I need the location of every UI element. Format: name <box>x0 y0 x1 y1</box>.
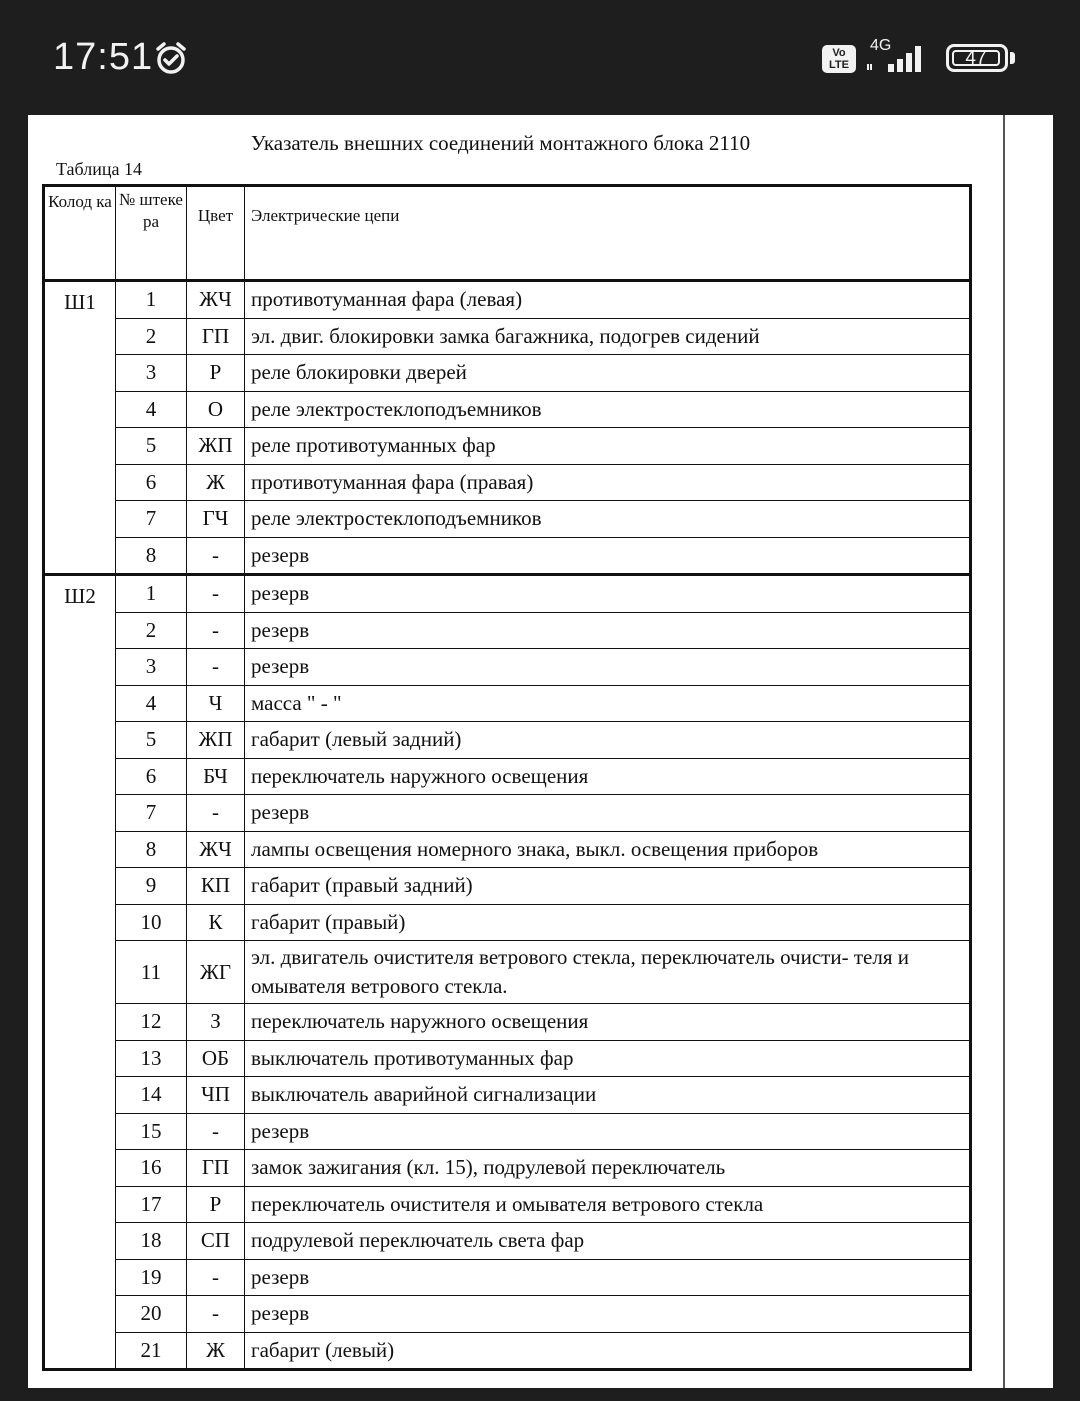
table-row <box>44 1113 971 1150</box>
table-row <box>44 722 971 759</box>
table-row <box>44 391 971 428</box>
pin-cell: 21 <box>116 1332 187 1370</box>
circuit-cell: габарит (правый) <box>245 904 971 941</box>
color-cell: СП <box>187 1223 245 1260</box>
table-row <box>44 464 971 501</box>
pin-cell: 18 <box>116 1223 187 1260</box>
color-cell: - <box>187 612 245 649</box>
pin-cell: 1 <box>116 575 187 613</box>
pin-cell: 11 <box>116 941 187 1004</box>
pin-cell: 2 <box>116 318 187 355</box>
color-cell: Ж <box>187 1332 245 1370</box>
color-cell: - <box>187 537 245 575</box>
pin-cell: 10 <box>116 904 187 941</box>
table-row <box>44 612 971 649</box>
table-row <box>44 318 971 355</box>
table-row <box>44 685 971 722</box>
table-row <box>44 537 971 575</box>
network-type: 4G <box>870 37 892 54</box>
table-row <box>44 1150 971 1187</box>
pin-cell: 5 <box>116 722 187 759</box>
battery-level: 47 <box>952 50 1000 66</box>
color-cell: ОБ <box>187 1040 245 1077</box>
pin-cell: 4 <box>116 685 187 722</box>
table-row <box>44 941 971 1004</box>
circuit-cell: габарит (правый задний) <box>245 868 971 905</box>
signal-icon <box>866 42 932 74</box>
page-title: Указатель внешних соединений монтажного блока 2110 <box>250 131 751 155</box>
status-bar <box>0 0 1080 92</box>
circuit-cell: переключатель наружного освещения <box>245 758 971 795</box>
pin-cell: 19 <box>116 1259 187 1296</box>
header-circuits: Электрические цепи <box>245 186 971 281</box>
circuit-cell: замок зажигания (кл. 15), подрулевой переключатель <box>245 1150 971 1187</box>
color-cell: - <box>187 649 245 686</box>
pin-cell: 5 <box>116 428 187 465</box>
alarm-icon <box>154 41 188 75</box>
table-row <box>44 649 971 686</box>
table-row <box>44 758 971 795</box>
circuit-cell: противотуманная фара (правая) <box>245 464 971 501</box>
pin-cell: 16 <box>116 1150 187 1187</box>
table-row <box>44 868 971 905</box>
circuit-cell: резерв <box>245 612 971 649</box>
connector-group-sh2 <box>44 575 971 1370</box>
page-margin-rule <box>1003 115 1005 1388</box>
circuit-cell: масса " - " <box>245 685 971 722</box>
color-cell: З <box>187 1004 245 1041</box>
table-row <box>44 1186 971 1223</box>
table-row <box>44 1332 971 1370</box>
header-connector: Колод ка <box>44 186 116 281</box>
circuit-cell: подрулевой переключатель света фар <box>245 1223 971 1260</box>
connector-group-sh1 <box>44 281 971 575</box>
pin-cell: 7 <box>116 795 187 832</box>
table-row <box>44 1223 971 1260</box>
volte-icon: Vo LTE <box>822 45 856 73</box>
header-color: Цвет <box>187 186 245 281</box>
pin-cell: 8 <box>116 537 187 575</box>
color-cell: Р <box>187 355 245 392</box>
color-cell: ЖЧ <box>187 281 245 319</box>
table-caption: Таблица 14 <box>56 159 142 179</box>
color-cell: - <box>187 795 245 832</box>
circuit-cell: резерв <box>245 575 971 613</box>
circuit-cell: резерв <box>245 649 971 686</box>
document-page <box>28 115 1053 1388</box>
color-cell: КП <box>187 868 245 905</box>
table-row <box>44 575 971 613</box>
header-pin: № штеке ра <box>116 186 187 281</box>
circuit-cell: выключатель аварийной сигнализации <box>245 1077 971 1114</box>
pin-cell: 14 <box>116 1077 187 1114</box>
pin-cell: 2 <box>116 612 187 649</box>
pin-cell: 13 <box>116 1040 187 1077</box>
circuit-cell: реле противотуманных фар <box>245 428 971 465</box>
color-cell: К <box>187 904 245 941</box>
table-row <box>44 904 971 941</box>
pin-cell: 7 <box>116 501 187 538</box>
table-row <box>44 355 971 392</box>
circuit-cell: реле электростеклоподъемников <box>245 501 971 538</box>
circuit-cell: переключатель наружного освещения <box>245 1004 971 1041</box>
table-header-row <box>44 186 971 281</box>
table-row <box>44 501 971 538</box>
circuit-cell: переключатель очистителя и омывателя ветрового стекла <box>245 1186 971 1223</box>
color-cell: Р <box>187 1186 245 1223</box>
circuit-cell: противотуманная фара (левая) <box>245 281 971 319</box>
color-cell: Ч <box>187 685 245 722</box>
circuit-cell: габарит (левый) <box>245 1332 971 1370</box>
connector-cell: Ш2 <box>44 575 116 1370</box>
table-row <box>44 1296 971 1333</box>
color-cell: ЖЧ <box>187 831 245 868</box>
color-cell: ГП <box>187 1150 245 1187</box>
color-cell: ЖП <box>187 428 245 465</box>
color-cell: ЖП <box>187 722 245 759</box>
circuit-cell: резерв <box>245 537 971 575</box>
table-row <box>44 1077 971 1114</box>
circuit-cell: эл. двиг. блокировки замка багажника, подогрев сидений <box>245 318 971 355</box>
pin-cell: 8 <box>116 831 187 868</box>
pin-cell: 1 <box>116 281 187 319</box>
color-cell: ГП <box>187 318 245 355</box>
circuit-cell: резерв <box>245 1259 971 1296</box>
table-row <box>44 281 971 319</box>
circuit-cell: резерв <box>245 1296 971 1333</box>
pin-cell: 3 <box>116 649 187 686</box>
circuit-cell: габарит (левый задний) <box>245 722 971 759</box>
color-cell: - <box>187 1296 245 1333</box>
connections-table <box>42 184 972 1371</box>
color-cell: ЖГ <box>187 941 245 1004</box>
circuit-cell: резерв <box>245 1113 971 1150</box>
pin-cell: 15 <box>116 1113 187 1150</box>
pin-cell: 20 <box>116 1296 187 1333</box>
table-row <box>44 1004 971 1041</box>
pin-cell: 17 <box>116 1186 187 1223</box>
color-cell: О <box>187 391 245 428</box>
color-cell: ГЧ <box>187 501 245 538</box>
pin-cell: 3 <box>116 355 187 392</box>
pin-cell: 12 <box>116 1004 187 1041</box>
pin-cell: 9 <box>116 868 187 905</box>
color-cell: - <box>187 1113 245 1150</box>
circuit-cell: реле блокировки дверей <box>245 355 971 392</box>
clock: 17:51 <box>53 36 154 78</box>
color-cell: - <box>187 1259 245 1296</box>
battery-icon <box>946 44 1008 72</box>
battery-cap <box>1010 52 1015 64</box>
pin-cell: 6 <box>116 464 187 501</box>
circuit-cell: эл. двигатель очистителя ветрового стекла, переключатель очисти- теля и омывателя ветрового стекла. <box>245 941 971 1004</box>
table-row <box>44 1040 971 1077</box>
pin-cell: 6 <box>116 758 187 795</box>
table-row <box>44 428 971 465</box>
circuit-cell: выключатель противотуманных фар <box>245 1040 971 1077</box>
color-cell: - <box>187 575 245 613</box>
connector-cell: Ш1 <box>44 281 116 575</box>
table-row <box>44 1259 971 1296</box>
color-cell: Ж <box>187 464 245 501</box>
pin-cell: 4 <box>116 391 187 428</box>
table-row <box>44 795 971 832</box>
table-row <box>44 831 971 868</box>
circuit-cell: лампы освещения номерного знака, выкл. освещения приборов <box>245 831 971 868</box>
color-cell: ЧП <box>187 1077 245 1114</box>
circuit-cell: реле электростеклоподъемников <box>245 391 971 428</box>
color-cell: БЧ <box>187 758 245 795</box>
circuit-cell: резерв <box>245 795 971 832</box>
